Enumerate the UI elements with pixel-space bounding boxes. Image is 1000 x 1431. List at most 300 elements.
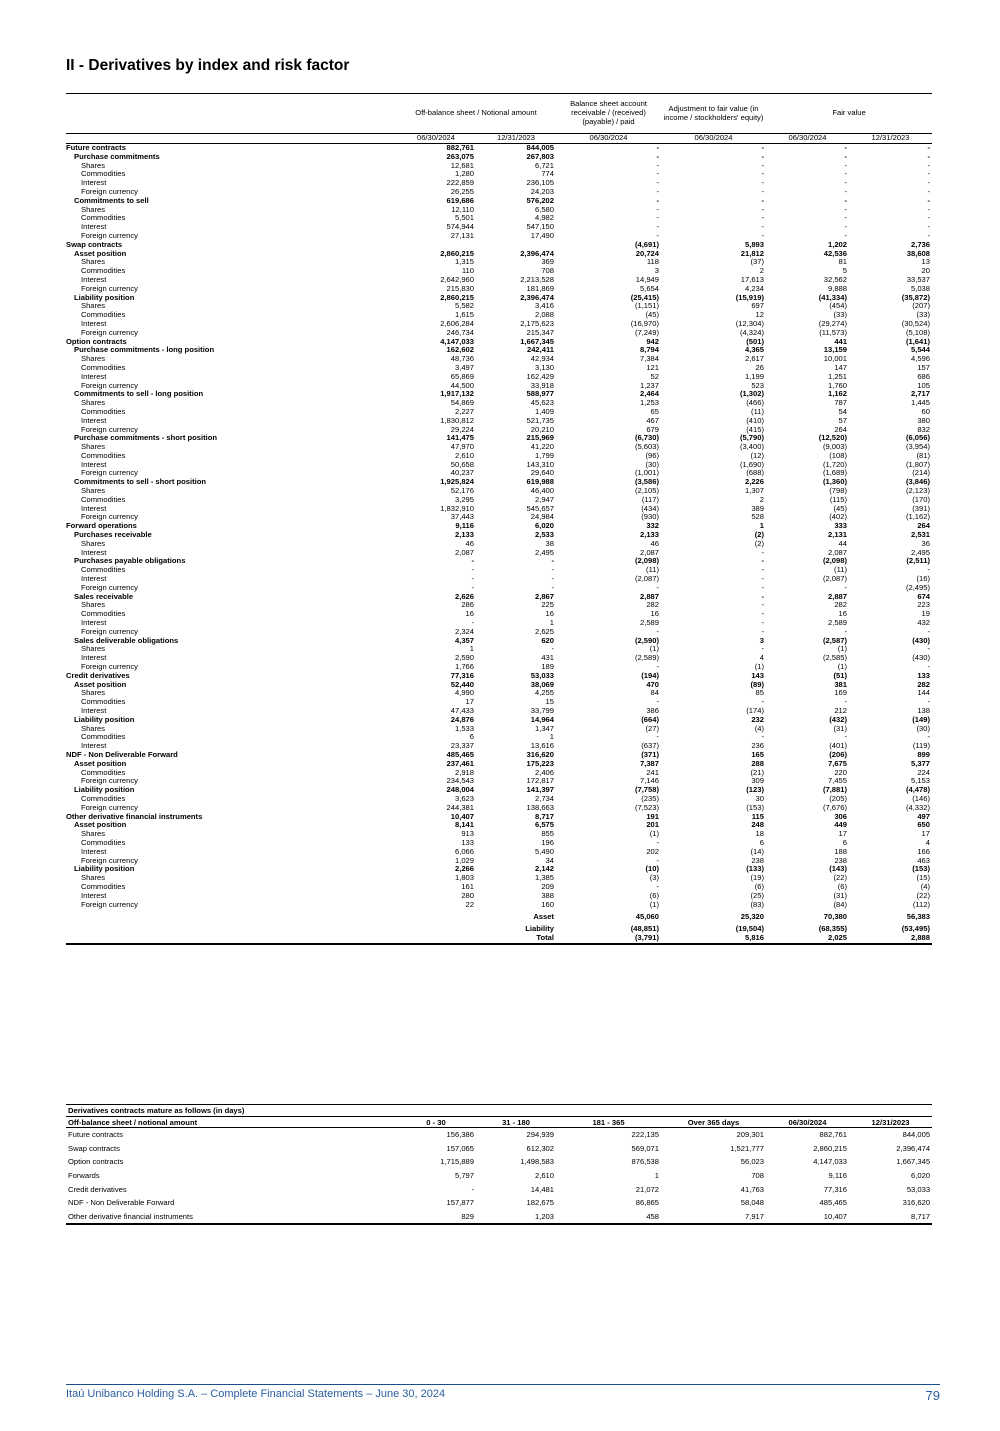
cell-value: 23,337 xyxy=(450,742,474,751)
row-label: Shares xyxy=(81,724,106,733)
cell-value: 2,610 xyxy=(454,451,474,460)
cell-value: 215,969 xyxy=(526,434,554,443)
maturity-label: Option contracts xyxy=(68,1157,124,1167)
cell-value: 2,590 xyxy=(454,654,474,663)
cell-value: 2,087 xyxy=(454,548,474,557)
total-label: Total xyxy=(476,934,556,944)
cell-value: (1) xyxy=(754,663,764,672)
cell-value: - xyxy=(761,161,764,170)
maturity-value: - xyxy=(471,1184,474,1194)
table-row xyxy=(66,417,932,426)
cell-value: 7,384 xyxy=(639,355,659,364)
cell-value: 141,475 xyxy=(446,434,474,443)
total-row xyxy=(66,909,932,925)
row-label: Forward operations xyxy=(66,522,137,531)
cell-value: 2,625 xyxy=(534,627,554,636)
cell-value: 24,984 xyxy=(530,513,554,522)
cell-value: 2,918 xyxy=(454,768,474,777)
cell-value: - xyxy=(844,231,847,240)
maturity-value: 458 xyxy=(556,1210,661,1225)
table-row xyxy=(66,681,932,690)
cell-value: - xyxy=(844,143,847,152)
row-label: Interest xyxy=(81,891,107,900)
table-row xyxy=(66,769,932,778)
row-label: Liability position xyxy=(74,715,135,724)
maturity-value: 876,538 xyxy=(631,1157,659,1167)
table-row xyxy=(66,786,932,795)
cell-value: 1 xyxy=(759,522,764,531)
cell-value: - xyxy=(927,645,930,654)
cell-value: (371) xyxy=(641,750,659,759)
cell-value: - xyxy=(761,645,764,654)
cell-value: (2) xyxy=(754,531,764,540)
row-label: Commodities xyxy=(81,794,126,803)
maturity-value: 58,048 xyxy=(740,1198,764,1208)
cell-value: (402) xyxy=(829,513,847,522)
cell-value: - xyxy=(656,733,659,742)
row-label: Interest xyxy=(81,654,107,663)
maturity-value: 157,065 xyxy=(446,1143,474,1153)
maturity-label: Swap contracts xyxy=(68,1143,120,1153)
cell-value: - xyxy=(927,627,930,636)
table-row xyxy=(66,214,932,223)
cell-value: 686 xyxy=(917,372,930,381)
cell-value: 22 xyxy=(465,900,474,909)
cell-value: 6,020 xyxy=(534,522,554,531)
cell-value: 2,617 xyxy=(744,355,764,364)
row-label: Foreign currency xyxy=(81,513,138,522)
total-label: Liability xyxy=(525,925,554,934)
cell-value: 15 xyxy=(545,698,554,707)
total-value: 25,320 xyxy=(740,911,764,921)
maturity-value: 10,407 xyxy=(766,1210,849,1225)
cell-value: 2,626 xyxy=(454,592,474,601)
cell-value: (235) xyxy=(641,794,659,803)
table-row xyxy=(66,311,932,320)
total-value: (19,504) xyxy=(735,925,764,934)
cell-value: 36 xyxy=(921,539,930,548)
table-row xyxy=(66,267,932,276)
cell-value: 588,977 xyxy=(526,390,554,399)
row-label: Interest xyxy=(81,223,107,232)
maturity-value: 485,465 xyxy=(819,1198,847,1208)
cell-value: 282 xyxy=(834,601,847,610)
cell-value: 13,616 xyxy=(530,742,554,751)
header-date: 06/30/2024 xyxy=(766,134,849,144)
maturity-title: Derivatives contracts mature as follows (in days) xyxy=(66,1105,932,1117)
row-label: Interest xyxy=(81,847,107,856)
cell-value: 4,147,033 xyxy=(440,337,474,346)
cell-value: 2,087 xyxy=(827,548,847,557)
cell-value: - xyxy=(761,205,764,214)
total-value: (53,495) xyxy=(901,925,930,934)
cell-value: - xyxy=(761,548,764,557)
cell-value: 166 xyxy=(917,847,930,856)
cell-value: (2,098) xyxy=(822,557,847,566)
row-label: Purchase commitments xyxy=(74,152,160,161)
row-label: Future contracts xyxy=(66,143,126,152)
cell-value: 9,888 xyxy=(827,284,847,293)
cell-value: (3) xyxy=(649,874,659,883)
table-row xyxy=(66,540,932,549)
cell-value: 485,465 xyxy=(446,750,474,759)
total-value: 2,888 xyxy=(849,934,932,944)
cell-value: (4,691) xyxy=(634,240,659,249)
table-row xyxy=(66,698,932,707)
cell-value: 144 xyxy=(917,689,930,698)
derivatives-table xyxy=(66,93,932,945)
cell-value: - xyxy=(656,698,659,707)
table-row xyxy=(66,162,932,171)
row-label: Liability position xyxy=(74,786,135,795)
row-label: Interest xyxy=(81,372,107,381)
cell-value: (207) xyxy=(912,302,930,311)
cell-value: (1,807) xyxy=(905,460,930,469)
cell-value: - xyxy=(927,733,930,742)
cell-value: 380 xyxy=(917,416,930,425)
total-value: 5,816 xyxy=(661,934,766,944)
cell-value: (4) xyxy=(920,882,930,891)
cell-value: (22) xyxy=(916,891,930,900)
cell-value: (27) xyxy=(645,724,659,733)
cell-value: 264 xyxy=(917,522,930,531)
maturity-label: Future contracts xyxy=(68,1130,123,1140)
cell-value: (143) xyxy=(829,865,847,874)
cell-value: 5,153 xyxy=(910,777,930,786)
table-row xyxy=(66,241,932,250)
cell-value: 523 xyxy=(751,381,764,390)
cell-value: (84) xyxy=(833,900,847,909)
cell-value: (401) xyxy=(829,742,847,751)
cell-value: 6 xyxy=(469,733,474,742)
cell-value: 141,397 xyxy=(526,786,554,795)
total-value: (48,851) xyxy=(630,925,659,934)
cell-value: 121 xyxy=(646,363,659,372)
table-row xyxy=(66,232,932,241)
cell-value: 5,377 xyxy=(910,759,930,768)
cell-value: 209 xyxy=(541,882,554,891)
cell-value: 29,224 xyxy=(450,425,474,434)
cell-value: (6) xyxy=(837,882,847,891)
total-value: 2,025 xyxy=(766,934,849,944)
cell-value: (637) xyxy=(641,742,659,751)
cell-value: - xyxy=(656,196,659,205)
cell-value: - xyxy=(656,187,659,196)
cell-value: - xyxy=(844,223,847,232)
maturity-value: 86,865 xyxy=(635,1198,659,1208)
cell-value: 545,657 xyxy=(526,504,554,513)
cell-value: (30) xyxy=(916,724,930,733)
row-label: Sales receivable xyxy=(74,592,134,601)
cell-value: (89) xyxy=(750,680,764,689)
cell-value: 26,255 xyxy=(450,187,474,196)
table-row xyxy=(66,522,932,531)
cell-value: - xyxy=(844,698,847,707)
cell-value: 7,455 xyxy=(827,777,847,786)
cell-value: - xyxy=(927,566,930,575)
cell-value: 2,266 xyxy=(454,865,474,874)
maturity-row xyxy=(66,1210,932,1225)
footer-text: Itaú Unibanco Holding S.A. – Complete Financial Statements – June 30, 2024 xyxy=(66,1388,446,1400)
cell-value: (30) xyxy=(645,460,659,469)
row-label: Swap contracts xyxy=(66,240,123,249)
cell-value: 5,544 xyxy=(910,346,930,355)
cell-value: 17 xyxy=(838,830,847,839)
cell-value: 1,832,910 xyxy=(440,504,474,513)
cell-value: 8,794 xyxy=(639,346,659,355)
row-label: Liability position xyxy=(74,865,135,874)
table-row xyxy=(66,557,932,566)
cell-value: 157 xyxy=(917,363,930,372)
cell-value: 547,150 xyxy=(526,223,554,232)
cell-value: 237,461 xyxy=(446,759,474,768)
cell-value: (153) xyxy=(912,865,930,874)
maturity-value: 156,386 xyxy=(446,1130,474,1140)
cell-value: 4 xyxy=(925,838,930,847)
maturity-value: 5,797 xyxy=(454,1171,474,1181)
cell-value: (3,954) xyxy=(905,443,930,452)
cell-value: (205) xyxy=(829,794,847,803)
cell-value: (6) xyxy=(754,882,764,891)
row-label: Foreign currency xyxy=(81,900,138,909)
cell-value: 138,663 xyxy=(526,803,554,812)
cell-value: (466) xyxy=(746,399,764,408)
row-label: Shares xyxy=(81,487,106,496)
maturity-value: 1,715,889 xyxy=(440,1157,474,1167)
cell-value: 441 xyxy=(834,337,847,346)
cell-value: 27,131 xyxy=(450,231,474,240)
cell-value: 232 xyxy=(751,715,764,724)
row-label: Interest xyxy=(81,504,107,513)
row-label: NDF - Non Deliverable Forward xyxy=(66,750,178,759)
table-row xyxy=(66,487,932,496)
cell-value: 24,203 xyxy=(530,187,554,196)
cell-value: 41,220 xyxy=(530,443,554,452)
table-row xyxy=(66,250,932,259)
cell-value: 65 xyxy=(650,407,659,416)
cell-value: 212 xyxy=(834,707,847,715)
cell-value: 143 xyxy=(751,671,764,680)
row-label: Asset position xyxy=(74,680,127,689)
row-label: Sales deliverable obligations xyxy=(74,636,179,645)
maturity-label: Other derivative financial instruments xyxy=(66,1210,396,1225)
cell-value: 6,066 xyxy=(454,847,474,856)
cell-value: 4,255 xyxy=(534,689,554,698)
cell-value: (16,970) xyxy=(630,319,659,328)
cell-value: 17 xyxy=(921,830,930,839)
cell-value: 679 xyxy=(646,425,659,434)
cell-value: (664) xyxy=(641,715,659,724)
cell-value: 19 xyxy=(921,610,930,619)
cell-value: 1,799 xyxy=(534,451,554,460)
cell-value: 267,803 xyxy=(526,152,554,161)
cell-value: (81) xyxy=(916,451,930,460)
cell-value: - xyxy=(927,179,930,188)
cell-value: 162,602 xyxy=(446,346,474,355)
table-row xyxy=(66,144,932,153)
cell-value: (19) xyxy=(750,874,764,883)
row-label: Commodities xyxy=(81,363,126,372)
row-label: Commitments to sell xyxy=(74,196,149,205)
cell-value: 2,589 xyxy=(827,619,847,628)
cell-value: (3,846) xyxy=(905,478,930,487)
cell-value: (2,098) xyxy=(634,557,659,566)
cell-value: 7,675 xyxy=(827,759,847,768)
cell-value: 1,830,812 xyxy=(440,416,474,425)
table-row xyxy=(66,663,932,672)
row-label: Commodities xyxy=(81,768,126,777)
cell-value: 2,589 xyxy=(639,619,659,628)
cell-value: (2,087) xyxy=(634,575,659,584)
cell-value: 3,130 xyxy=(534,363,554,372)
table-row xyxy=(66,892,932,901)
cell-value: - xyxy=(761,627,764,636)
cell-value: (117) xyxy=(641,495,659,504)
cell-value: (1,001) xyxy=(634,469,659,478)
cell-value: (2,087) xyxy=(822,575,847,584)
cell-value: 1,029 xyxy=(454,856,474,865)
cell-value: - xyxy=(656,663,659,672)
maturity-value: 56,023 xyxy=(740,1157,764,1167)
cell-value: - xyxy=(761,152,764,161)
cell-value: (4,332) xyxy=(905,803,930,812)
cell-value: 7,387 xyxy=(639,759,659,768)
maturity-table xyxy=(66,1104,932,1225)
cell-value: 1,533 xyxy=(454,724,474,733)
table-row xyxy=(66,364,932,373)
row-label: Asset position xyxy=(74,821,127,830)
cell-value: 2,531 xyxy=(910,531,930,540)
cell-value: - xyxy=(844,170,847,179)
cell-value: - xyxy=(551,566,554,575)
cell-value: - xyxy=(844,733,847,742)
table-row xyxy=(66,865,932,874)
cell-value: 188 xyxy=(834,847,847,856)
cell-value: 306 xyxy=(834,812,847,821)
maturity-value: 316,620 xyxy=(902,1198,931,1208)
table-row xyxy=(66,883,932,892)
header-date: 12/31/2023 xyxy=(476,134,556,144)
cell-value: 44 xyxy=(838,539,847,548)
cell-value: - xyxy=(844,583,847,592)
cell-value: (119) xyxy=(912,742,930,751)
maturity-value: 2,860,215 xyxy=(813,1143,847,1153)
table-row xyxy=(66,206,932,215)
row-label: Shares xyxy=(81,355,106,364)
row-label: Interest xyxy=(81,707,107,715)
maturity-value: 9,116 xyxy=(828,1171,847,1181)
row-label: Foreign currency xyxy=(81,663,138,672)
cell-value: 4,990 xyxy=(454,689,474,698)
cell-value: (194) xyxy=(641,671,659,680)
cell-value: (170) xyxy=(912,495,930,504)
maturity-label: NDF - Non Deliverable Forward xyxy=(68,1198,175,1208)
row-label: Commodities xyxy=(81,311,126,320)
cell-value: (1,302) xyxy=(739,390,764,399)
cell-value: 236 xyxy=(751,742,764,751)
row-label: Commodities xyxy=(81,495,126,504)
row-label: Foreign currency xyxy=(81,803,138,812)
cell-value: 288 xyxy=(751,759,764,768)
cell-value: (2,587) xyxy=(822,636,847,645)
maturity-value: 77,316 xyxy=(823,1184,847,1194)
row-label: Shares xyxy=(81,645,106,654)
cell-value: - xyxy=(927,231,930,240)
cell-value: 110 xyxy=(461,267,474,276)
row-label: Shares xyxy=(81,161,106,170)
cell-value: 8,141 xyxy=(454,821,474,830)
cell-value: 44,500 xyxy=(450,381,474,390)
cell-value: 12,110 xyxy=(451,205,474,214)
maturity-value: 708 xyxy=(751,1171,764,1181)
cell-value: 3,623 xyxy=(454,794,474,803)
cell-value: 942 xyxy=(646,337,659,346)
cell-value: 528 xyxy=(751,513,764,522)
cell-value: 1,385 xyxy=(534,874,554,883)
table-row xyxy=(66,848,932,857)
cell-value: (12,304) xyxy=(735,319,764,328)
cell-value: (30,524) xyxy=(901,319,930,328)
cell-value: 85 xyxy=(755,689,764,698)
table-row xyxy=(66,716,932,725)
cell-value: 1,917,132 xyxy=(440,390,474,399)
cell-value: (2,589) xyxy=(634,654,659,663)
cell-value: 2,396,474 xyxy=(520,249,554,258)
header-notional: Off-balance sheet / Notional amount xyxy=(396,94,556,134)
row-label: Foreign currency xyxy=(81,425,138,434)
cell-value: (96) xyxy=(645,451,659,460)
cell-value: (149) xyxy=(912,715,930,724)
cell-value: 5,582 xyxy=(454,302,474,311)
cell-value: 46 xyxy=(465,539,474,548)
table-row xyxy=(66,513,932,522)
cell-value: 2,142 xyxy=(534,865,554,874)
cell-value: 2,717 xyxy=(910,390,930,399)
cell-value: (1,162) xyxy=(905,513,930,522)
table-row xyxy=(66,549,932,558)
cell-value: (688) xyxy=(746,469,764,478)
cell-value: 3,416 xyxy=(534,302,554,311)
cell-value: 333 xyxy=(834,522,847,531)
cell-value: 1 xyxy=(549,733,554,742)
table-row xyxy=(66,839,932,848)
cell-value: (15) xyxy=(916,874,930,883)
cell-value: - xyxy=(927,152,930,161)
cell-value: 18 xyxy=(755,830,764,839)
cell-value: 316,620 xyxy=(526,750,554,759)
cell-value: 37,443 xyxy=(450,513,474,522)
cell-value: (35,872) xyxy=(901,293,930,302)
cell-value: 7,146 xyxy=(639,777,659,786)
cell-value: - xyxy=(761,619,764,628)
cell-value: 223 xyxy=(917,601,930,610)
row-label: Shares xyxy=(81,443,106,452)
row-label: Interest xyxy=(81,275,107,284)
cell-value: (2,123) xyxy=(905,487,930,496)
row-label: Shares xyxy=(81,539,106,548)
header-date: 06/30/2024 xyxy=(661,134,766,144)
cell-value: - xyxy=(761,592,764,601)
cell-value: 264 xyxy=(834,425,847,434)
cell-value: 52,440 xyxy=(450,680,474,689)
cell-value: - xyxy=(656,882,659,891)
cell-value: 2,606,284 xyxy=(440,319,474,328)
cell-value: 53,033 xyxy=(530,671,554,680)
cell-value: - xyxy=(761,557,764,566)
page-number: 79 xyxy=(925,1388,940,1403)
table-row xyxy=(66,469,932,478)
cell-value: 196 xyxy=(541,838,554,847)
